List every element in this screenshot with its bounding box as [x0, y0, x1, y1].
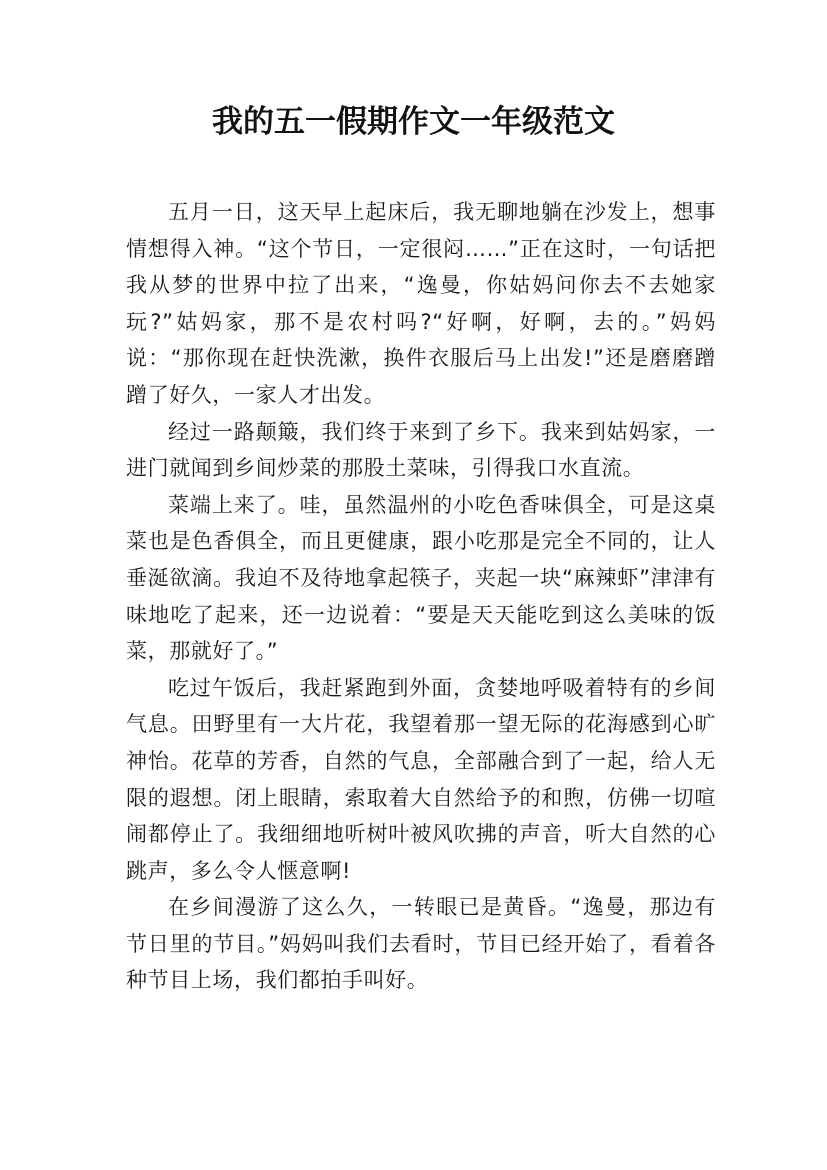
paragraph: 吃过午饭后，我赶紧跑到外面，贪婪地呼吸着特有的乡间气息。田野里有一大片花，我望着那一望无际的花海感到心旷神怡。花草的芳香，自然的气息，全部融合到了一起，给人无限的遐想。闭上眼睛，索取着大自然给予的和煦，仿佛一切喧闹都停止了。我细细地听树叶被风吹拂的声音，听大自然的心跳声，多么令人惬意啊!	[126, 675, 716, 883]
document-body	[126, 194, 716, 999]
paragraph: 五月一日，这天早上起床后，我无聊地躺在沙发上，想事情想得入神。“这个节日，一定很闷……”正在这时，一句话把我从梦的世界中拉了出来，“逸曼，你姑妈问你去不去她家玩?”姑妈家，那不是农村吗?“好啊，好啊，去的。”妈妈说：“那你现在赶快洗漱，换件衣服后马上出发!”还是磨磨蹭蹭了好久，一家人才出发。	[126, 200, 716, 407]
paragraph: 经过一路颠簸，我们终于来到了乡下。我来到姑妈家，一进门就闻到乡间炒菜的那股土菜味，引得我口水直流。	[126, 419, 716, 481]
paragraph: 在乡间漫游了这么久，一转眼已是黄昏。“逸曼，那边有节日里的节目。”妈妈叫我们去看时，节目已经开始了，看着各种节目上场，我们都拍手叫好。	[126, 895, 716, 993]
paragraph: 菜端上来了。哇，虽然温州的小吃色香味俱全，可是这桌菜也是色香俱全，而且更健康，跟小吃那是完全不同的，让人垂涎欲滴。我迫不及待地拿起筷子，夹起一块“麻辣虾”津津有味地吃了起来，还一边说着：“要是天天能吃到这么美味的饭菜，那就好了。”	[126, 492, 716, 664]
document-title: 我的五一假期作文一年级范文	[212, 104, 615, 140]
